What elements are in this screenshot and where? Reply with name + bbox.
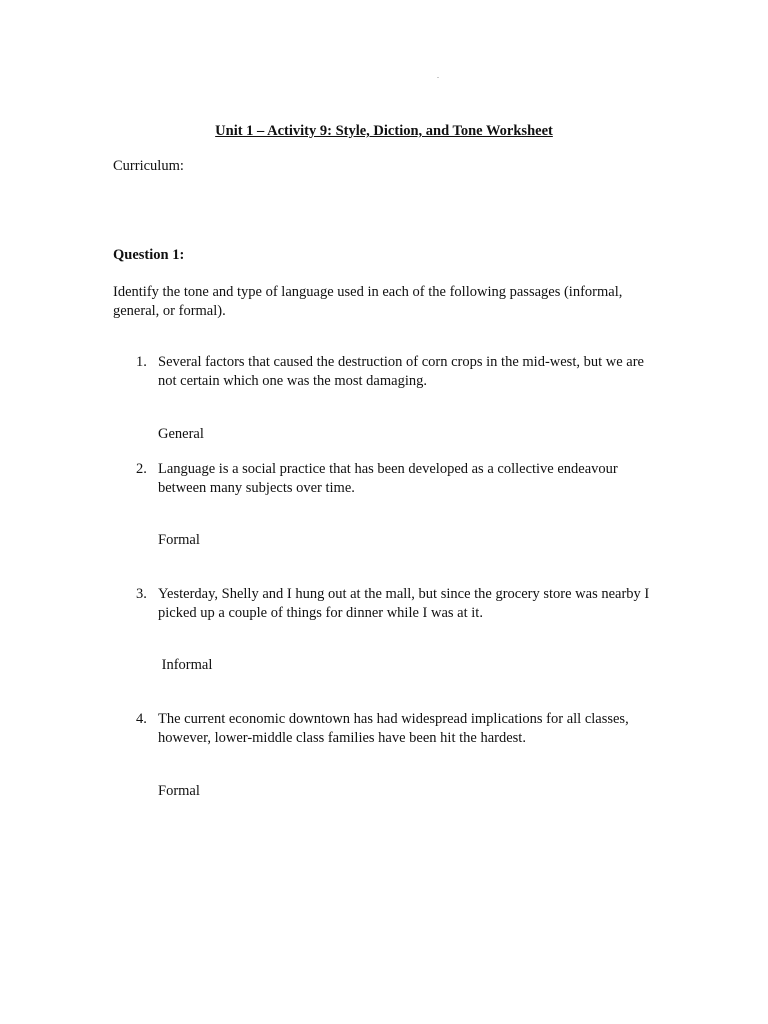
question-instructions: Identify the tone and type of language used in each of the following passages (informal, general, or formal). (113, 284, 623, 319)
question-heading: Question 1: (113, 247, 185, 263)
item-passage: Language is a social practice that has been developed as a collective endeavour between many subjects over time. (158, 461, 618, 496)
item-number: 2. (136, 461, 147, 477)
item-passage: Several factors that caused the destruction of corn crops in the mid-west, but we are not certain which one was the most damaging. (158, 354, 644, 389)
curriculum-label: Curriculum: (113, 158, 184, 174)
item-answer: Formal (158, 532, 200, 548)
item-passage: Yesterday, Shelly and I hung out at the mall, but since the grocery store was nearby I picked up a couple of things for dinner while I was at it. (158, 586, 650, 621)
item-answer: General (158, 426, 204, 442)
item-number: 3. (136, 586, 147, 602)
header-mark: . (437, 71, 439, 80)
item-answer: Informal (158, 657, 213, 673)
item-passage: The current economic downtown has had widespread implications for all classes, however, lower-middle class families have been hit the hardest. (158, 711, 629, 746)
worksheet-title: Unit 1 – Activity 9: Style, Diction, and Tone Worksheet (215, 123, 553, 139)
item-answer: Formal (158, 783, 200, 799)
item-number: 4. (136, 711, 147, 727)
item-number: 1. (136, 354, 147, 370)
